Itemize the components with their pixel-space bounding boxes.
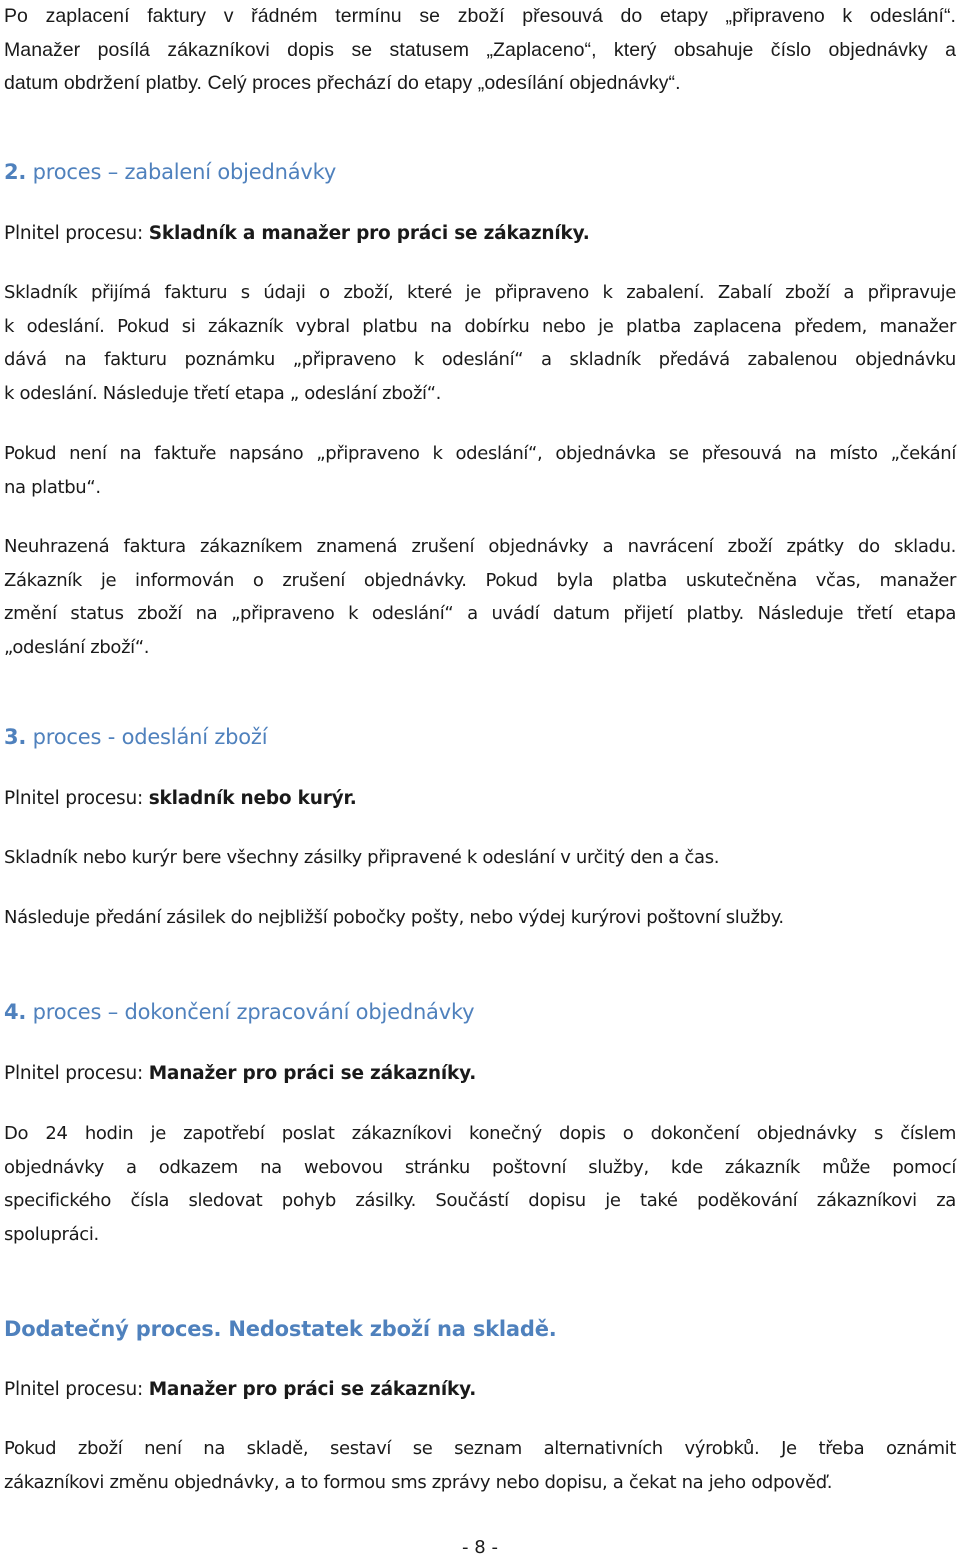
role-value: Skladník a manažer pro práci se zákazníky.: [148, 223, 590, 244]
paragraph-line: objednávky a odkazem na webovou stránku poštovní služby, kde zákazník může pomocí: [4, 1156, 956, 1178]
intro-line: datum obdržení platby. Celý proces přechází do etapy „odesílání objednávky“.: [4, 72, 681, 94]
paragraph-line: Skladník nebo kurýr bere všechny zásilky připravené k odeslání v určitý den a čas.: [4, 847, 720, 868]
paragraph-line: Do 24 hodin je zapotřebí poslat zákazníkovi konečný dopis o dokončení objednávky s číslem: [4, 1123, 956, 1144]
paragraph-line: k odeslání. Následuje třetí etapa „ odeslání zboží“.: [4, 382, 442, 404]
section-4-paragraph-1: [4, 1117, 956, 1251]
paragraph-line: k odeslání. Pokud si zákazník vybral platbu na dobírku nebo je platba zaplacena předem, manažer: [4, 315, 956, 337]
role-label: Plnitel procesu:: [4, 788, 149, 809]
role-label: Plnitel procesu:: [4, 1063, 149, 1084]
paragraph-line: Pokud není na faktuře napsáno „připraveno k odeslání“, objednávka se přesouvá na místo „čekání: [4, 443, 956, 464]
section-2-paragraph-1: [4, 276, 956, 410]
section-2-paragraph-3: [4, 530, 956, 664]
paragraph-line: Zákazník je informován o zrušení objednávky. Pokud byla platba uskutečněna včas, manažer: [4, 569, 956, 591]
extra-process-heading: Dodatečný proces. Nedostatek zboží na skladě.: [4, 1317, 557, 1341]
role-value: skladník nebo kurýr.: [148, 788, 357, 809]
paragraph-line: spolupráci.: [4, 1223, 99, 1245]
role-value: Manažer pro práci se zákazníky.: [148, 1063, 477, 1084]
paragraph-line: Skladník přijímá fakturu s údaji o zboží, které je připraveno k zabalení. Zabalí zboží a připravuje: [4, 282, 956, 303]
section-2-heading: [4, 157, 336, 187]
role-label: Plnitel procesu:: [4, 1379, 149, 1400]
section-4-number: 4.: [4, 1000, 27, 1024]
paragraph-line: „odeslání zboží“.: [4, 636, 150, 658]
intro-line: Po zaplacení faktury v řádném termínu se zboží přesouvá do etapy „připraveno k odeslání“.: [4, 5, 956, 27]
role-label: Plnitel procesu:: [4, 223, 149, 244]
paragraph-line: změní status zboží na „připraveno k odeslání“ a uvádí datum přijetí platby. Následuje třetí etapa: [4, 603, 956, 624]
section-3-title: proces - odeslání zboží: [26, 725, 268, 749]
page-number: - 8 -: [462, 1537, 498, 1558]
section-3-paragraph-1: [4, 841, 956, 875]
extra-process-role: [4, 1375, 476, 1405]
section-2-role: [4, 219, 590, 249]
paragraph-line: zákazníkovi změnu objednávky, a to formou sms zprávy nebo dopisu, a čekat na jeho odpověď.: [4, 1471, 833, 1493]
paragraph-line: dává na fakturu poznámku „připraveno k odeslání“ a skladník předává zabalenou objednávku: [4, 349, 956, 370]
section-3-number: 3.: [4, 725, 27, 749]
paragraph-line: Neuhrazená faktura zákazníkem znamená zrušení objednávky a navrácení zboží zpátky do skladu.: [4, 536, 956, 557]
section-2-title: proces – zabalení objednávky: [26, 160, 337, 184]
section-2-number: 2.: [4, 160, 27, 184]
paragraph-line: specifického čísla sledovat pohyb zásilky. Součástí dopisu je také poděkování zákazníkovi za: [4, 1190, 956, 1211]
section-3-heading: [4, 722, 267, 752]
section-4-role: [4, 1059, 476, 1089]
intro-paragraph: [4, 0, 956, 101]
section-3-paragraph-2: [4, 901, 956, 935]
section-4-title: proces – dokončení zpracování objednávky: [26, 1000, 475, 1024]
paragraph-line: Následuje předání zásilek do nejbližší pobočky pošty, nebo výdej kurýrovi poštovní služby.: [4, 907, 784, 928]
extra-process-paragraph-1: [4, 1432, 956, 1499]
section-2-paragraph-2: [4, 437, 956, 504]
role-value: Manažer pro práci se zákazníky.: [148, 1379, 477, 1400]
intro-line: Manažer posílá zákazníkovi dopis se statusem „Zaplaceno“, který obsahuje číslo objednávky a: [4, 38, 956, 61]
paragraph-line: Pokud zboží není na skladě, sestaví se seznam alternativních výrobků. Je třeba oznámit: [4, 1438, 956, 1459]
section-4-heading: [4, 997, 474, 1027]
section-3-role: [4, 784, 357, 814]
paragraph-line: na platbu“.: [4, 476, 101, 498]
